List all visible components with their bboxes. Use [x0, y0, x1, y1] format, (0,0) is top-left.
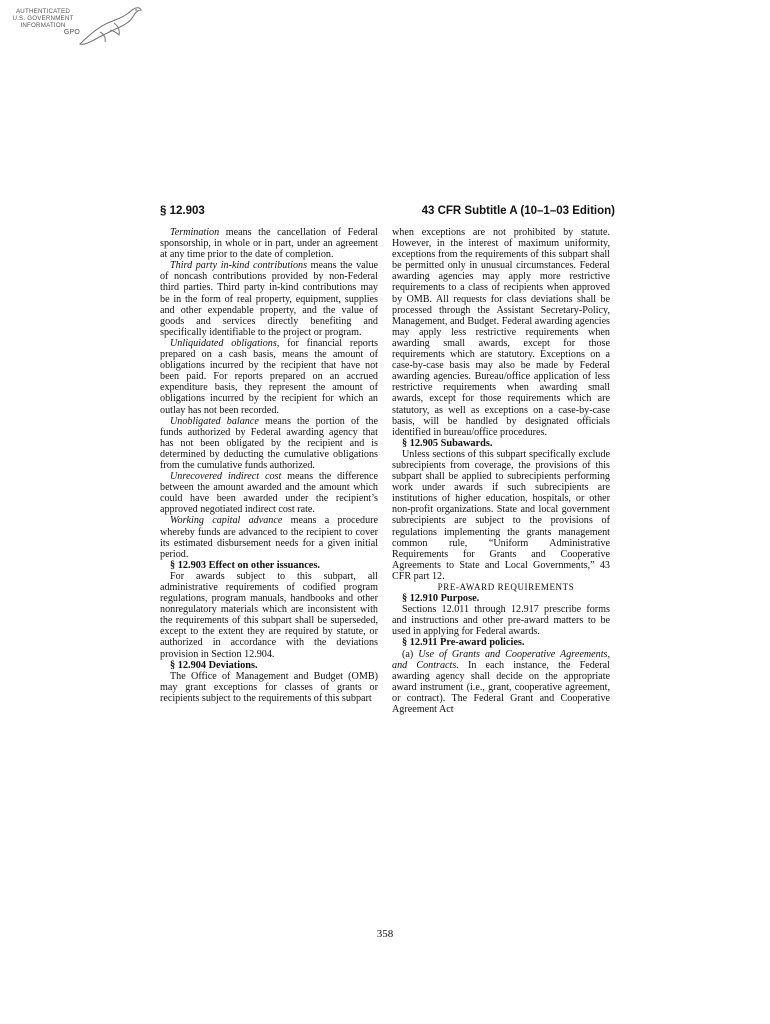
- page-number: 358: [376, 928, 394, 940]
- section-body-12-911: [392, 649, 610, 716]
- defined-term: Unliquidated obligations,: [170, 337, 280, 349]
- section-number-header: § 12.903: [160, 205, 205, 217]
- definition-unliquidated-obligations: [160, 338, 378, 416]
- subpart-subheading: PRE-AWARD REQUIREMENTS: [437, 582, 575, 592]
- section-heading-12-910: § 12.910 Purpose.: [402, 593, 480, 605]
- eagle-icon: [70, 4, 144, 48]
- definition-text: means the difference between the amount awarded and the amount which could have been awarded under the recipient’s approved negotiated indirect cost rate.: [160, 471, 378, 516]
- defined-term: Termination: [170, 227, 220, 238]
- gpo-authentication-logo: [4, 4, 144, 48]
- paragraph-text: In each instance, the Federal awarding agency shall decide on the appropriate award instrument (i.e., grant, cooperative agreement, or contract). The Federal Grant and Cooperative Agreement Act: [392, 659, 610, 716]
- logo-line-3: INFORMATION: [20, 22, 66, 29]
- definition-text: means a procedure whereby funds are advanced to the recipient to cover its estimated disbursement needs for a given initial period.: [160, 515, 378, 560]
- definition-working-capital-advance: [160, 515, 378, 559]
- section-body-12-910: Sections 12.011 through 12.917 prescribe forms and instructions and other pre-award matters to be used in applying for Federal awards.: [392, 604, 610, 638]
- left-column: [160, 227, 378, 704]
- definition-unrecovered-indirect-cost: [160, 471, 378, 515]
- defined-term: Third party in-kind contributions: [170, 260, 308, 272]
- definition-termination: [160, 227, 378, 260]
- section-heading-12-904: § 12.904 Deviations.: [170, 659, 258, 671]
- definition-third-party-contributions: [160, 260, 378, 338]
- section-heading-12-905: § 12.905 Subawards.: [402, 437, 493, 449]
- cfr-title-header: 43 CFR Subtitle A (10–1–03 Edition): [421, 205, 615, 217]
- definition-text: for financial reports prepared on a cash basis, means the amount of obligations incurred by the recipient that have not been paid. For reports prepared on an accrued expenditure basis, they represent the amount of obligations incurred by the recipient for which an outlay has not been recorded.: [160, 337, 378, 416]
- definition-text: means the portion of the funds authorized by Federal awarding agency that has not been obligated by the recipient and is determined by deducting the cumulative obligations from the cumulative funds authorized.: [160, 415, 378, 471]
- right-column: [392, 227, 610, 715]
- defined-term: Working capital advance: [170, 515, 283, 527]
- deviations-continuation: when exceptions are not prohibited by statute. However, in the interest of maximum uniformity, exceptions from the requirements of this subpart shall be permitted only in unusual circumstances. Federal awarding agencies may apply more restrictive requirements to a class of recipients when approved by OMB. All requests for class deviations shall be processed through the Assistant Secretary-Policy, Management, and Budget. Federal awarding agencies may apply less restrictive requirements when awarding small awards, except for those requirements which are statutory. Exceptions on a case-by-case basis may also be made by Federal awarding agencies. Bureau/office application of less restrictive requirements when awarding small awards, except for those requirements which are statutory, as well as exceptions on a case-by-case basis, will be handled by designated officials identified in bureau/office procedures.: [392, 227, 610, 438]
- definition-text: means the value of noncash contributions provided by non-Federal third parties. Third party in-kind contributions may be in the form of real property, equipment, supplies and other expendable property, and the value of goods and services directly benefiting and specifically identifiable to the project or program.: [160, 260, 378, 338]
- running-head: [160, 205, 615, 221]
- logo-line-1: AUTHENTICATED: [15, 8, 71, 15]
- definition-text: means the cancellation of Federal sponsorship, in whole or in part, under an agreement at any time prior to the date of completion.: [160, 227, 378, 261]
- logo-line-4: GPO: [63, 29, 80, 36]
- section-body-12-903: For awards subject to this subpart, all administrative requirements of codified program regulations, program manuals, handbooks and other nonregulatory materials which are inconsistent with the requirements of this subpart shall be superseded, except to the extent they are required by statute, or authorized in accordance with the deviations provision in Section 12.904.: [160, 570, 378, 660]
- defined-term: Unrecovered indirect cost: [170, 471, 282, 483]
- defined-term: Unobligated balance: [170, 415, 259, 427]
- section-heading-12-903: § 12.903 Effect on other issuances.: [170, 559, 320, 571]
- logo-line-2: U.S. GOVERNMENT: [12, 15, 74, 22]
- paragraph-label: (a): [402, 648, 419, 660]
- section-heading-12-911: § 12.911 Pre-award policies.: [402, 637, 525, 649]
- section-body-12-905: Unless sections of this subpart specifically exclude subrecipients from coverage, the provisions of this subpart shall be applied to subrecipients performing work under awards if such subrecipients are institutions of higher education, hospitals, or other non-profit organizations. State and local government subrecipients are subject to the provisions of regulations implementing the grants management common rule, “Uniform Administrative Requirements for Grants and Cooperative Agreements to State and Local Governments,” 43 CFR part 12.: [392, 448, 610, 582]
- section-body-12-904: The Office of Management and Budget (OMB) may grant exceptions for classes of grants or recipients subject to the requirements of this subpart: [160, 670, 378, 704]
- paragraph-title: Use of Grants and Cooperative Agreements, and Contracts.: [392, 648, 610, 671]
- definition-unobligated-balance: [160, 416, 378, 471]
